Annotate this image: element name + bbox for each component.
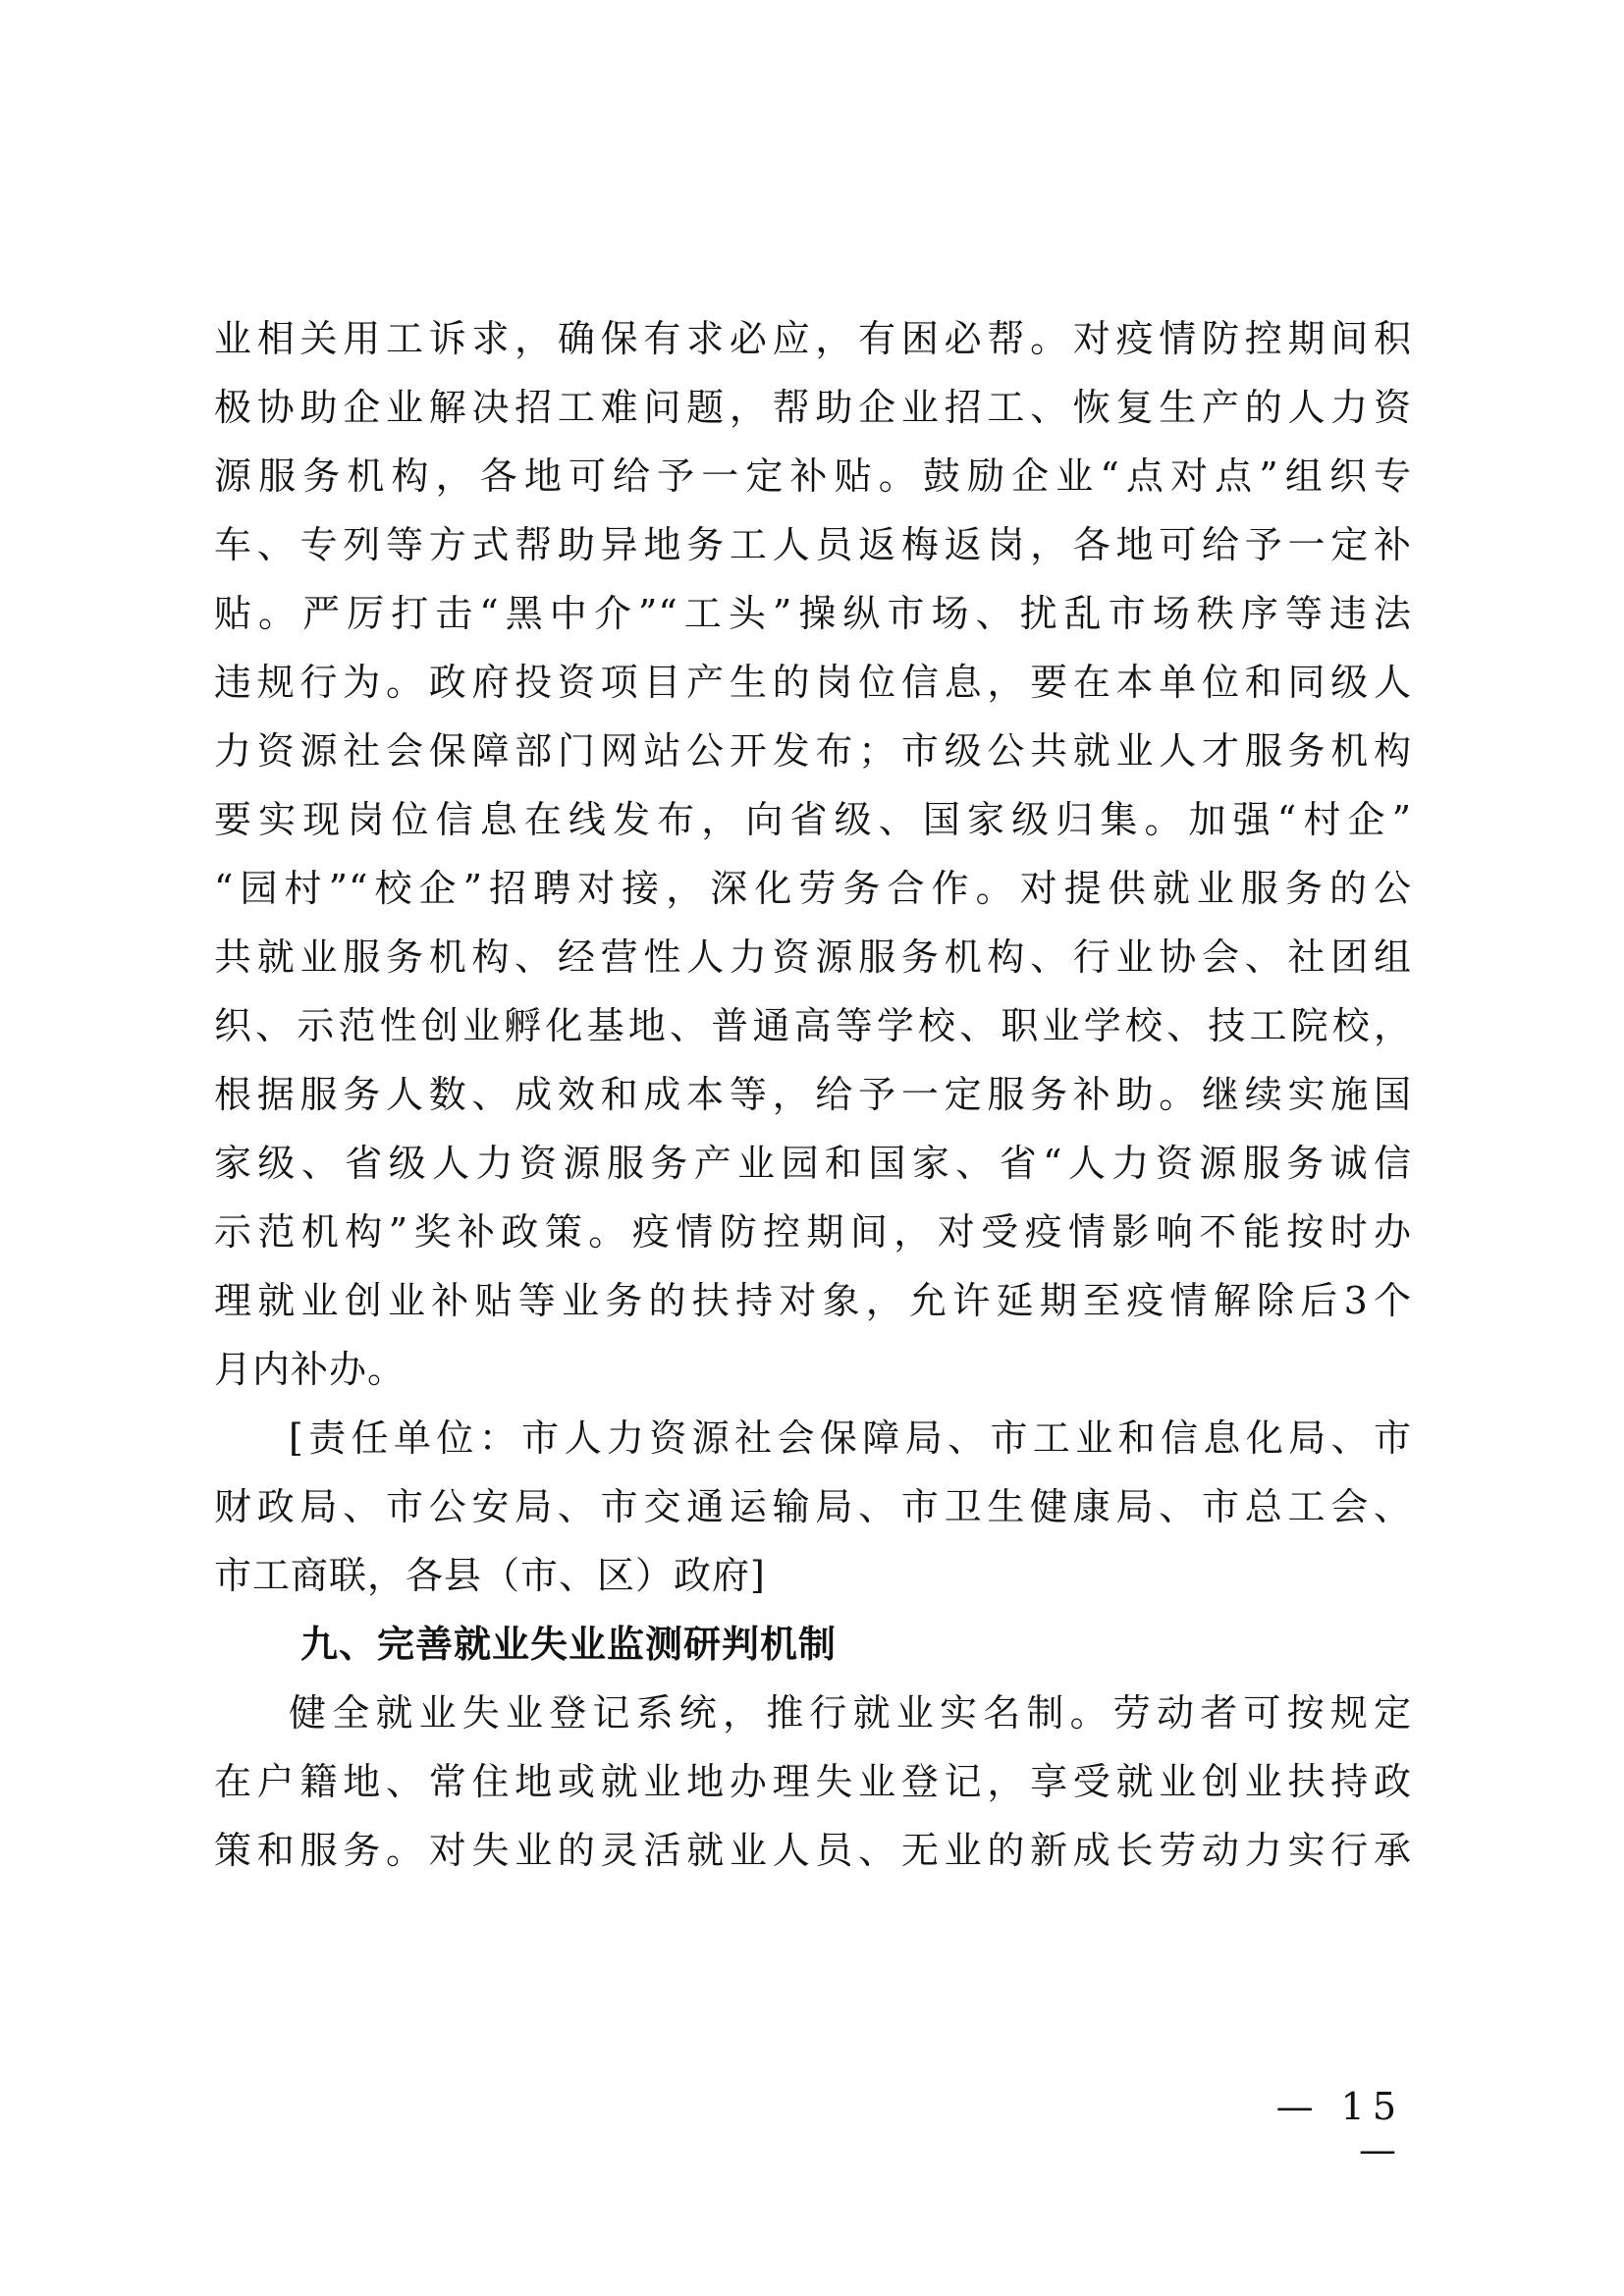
text-line: 业相关用工诉求，确保有求必应，有困必帮。对疫情防控期间积 xyxy=(214,317,1412,360)
text-line: “园村”“校企”招聘对接，深化劳务合作。对提供就业服务的公 xyxy=(214,867,1412,910)
document-body xyxy=(214,304,1412,1885)
page-number: — 15 — xyxy=(1275,2085,1404,2171)
responsibility-units xyxy=(214,1404,1412,1610)
text-line: 财政局、市公安局、市交通运输局、市卫生健康局、市总工会、 xyxy=(214,1485,1412,1528)
section-heading: 九、完善就业失业监测研判机制 xyxy=(300,1623,838,1666)
text-line: [责任单位：市人力资源社会保障局、市工业和信息化局、市 xyxy=(289,1416,1412,1460)
paragraph-1 xyxy=(214,304,1412,1404)
text-line: 理就业创业补贴等业务的扶持对象，允许延期至疫情解除后3个 xyxy=(214,1279,1412,1322)
text-line: 根据服务人数、成效和成本等，给予一定服务补助。继续实施国 xyxy=(214,1073,1412,1116)
text-line: 力资源社会保障部门网站公开发布；市级公共就业人才服务机构 xyxy=(214,729,1412,773)
text-line: 织、示范性创业孵化基地、普通高等学校、职业学校、技工院校， xyxy=(214,1004,1412,1047)
paragraph-2 xyxy=(214,1679,1412,1885)
text-line: 市工商联，各县（市、区）政府] xyxy=(214,1554,766,1597)
text-line: 示范机构”奖补政策。疫情防控期间，对受疫情影响不能按时办 xyxy=(214,1210,1412,1254)
text-line: 健全就业失业登记系统，推行就业实名制。劳动者可按规定 xyxy=(289,1691,1412,1735)
text-line: 在户籍地、常住地或就业地办理失业登记，享受就业创业扶持政 xyxy=(214,1760,1412,1803)
text-line: 家级、省级人力资源服务产业园和国家、省“人力资源服务诚信 xyxy=(214,1142,1412,1185)
text-line: 策和服务。对失业的灵活就业人员、无业的新成长劳动力实行承 xyxy=(214,1829,1412,1872)
text-line: 极协助企业解决招工难问题，帮助企业招工、恢复生产的人力资 xyxy=(214,386,1412,429)
text-line: 车、专列等方式帮助异地务工人员返梅返岗，各地可给予一定补 xyxy=(214,523,1412,566)
text-line: 贴。严厉打击“黑中介”“工头”操纵市场、扰乱市场秩序等违法 xyxy=(214,592,1412,635)
text-line: 源服务机构，各地可给予一定补贴。鼓励企业“点对点”组织专 xyxy=(214,454,1412,498)
text-line: 违规行为。政府投资项目产生的岗位信息，要在本单位和同级人 xyxy=(214,661,1412,704)
text-line: 要实现岗位信息在线发布，向省级、国家级归集。加强“村企” xyxy=(214,798,1412,841)
text-line: 共就业服务机构、经营性人力资源服务机构、行业协会、社团组 xyxy=(214,935,1412,979)
text-line: 月内补办。 xyxy=(214,1348,406,1391)
